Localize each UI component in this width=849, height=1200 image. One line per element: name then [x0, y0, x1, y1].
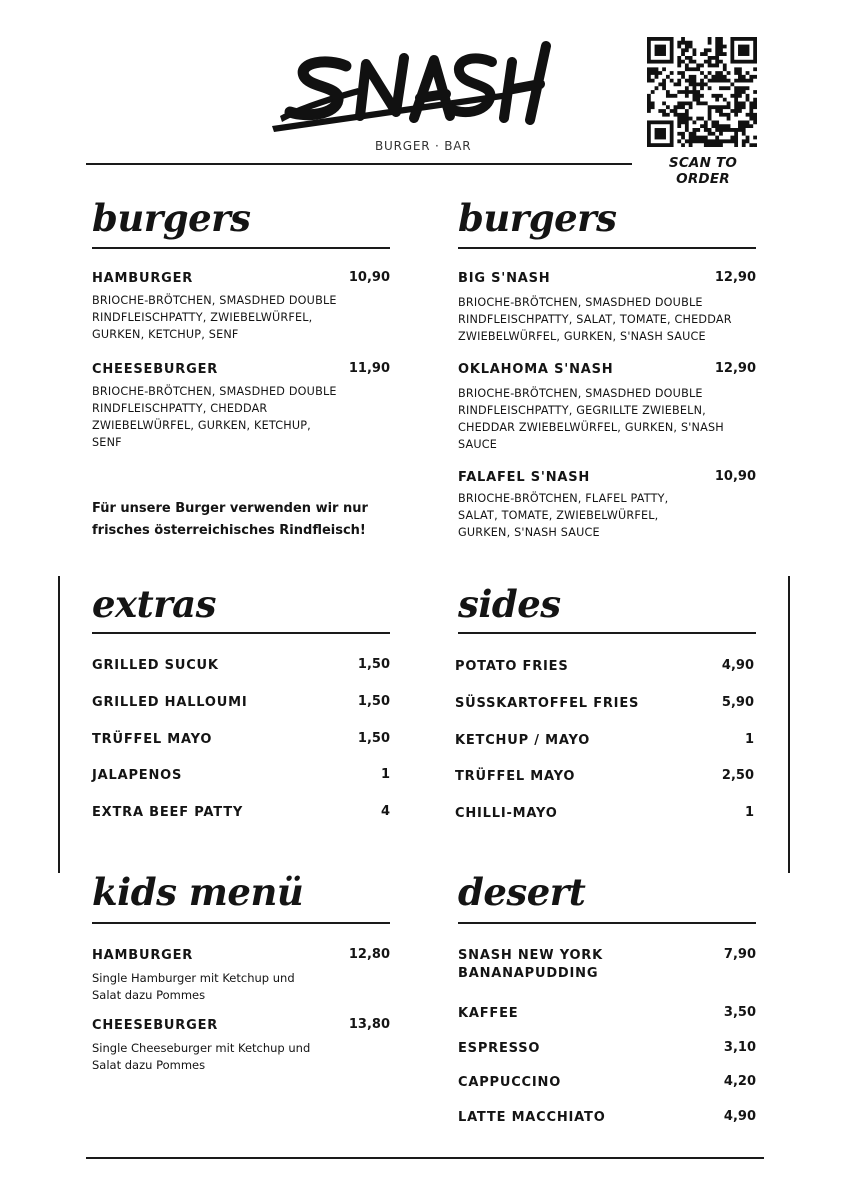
extra-item-name: GRILLED HALLOUMI [92, 695, 248, 710]
kids-item-description: Single Cheeseburger mit Ketchup und Salat dazu Pommes [92, 1041, 311, 1072]
side-item-name: POTATO FRIES [455, 659, 569, 674]
menu-item-name: OKLAHOMA S'NASH [458, 362, 614, 377]
frame-line-right [788, 576, 790, 873]
beef-origin-note: Für unsere Burger verwenden wir nur frisches österreichisches Rindfleisch! [92, 501, 368, 538]
desert-item-price: 3,10 [723, 1040, 756, 1055]
extra-item-name: JALAPENOS [92, 768, 183, 783]
menu-item-description: BRIOCHE-BRÖTCHEN, SMASDHED DOUBLE RINDFLEISCHPATTY, CHEDDAR ZWIEBELWÜRFEL, GURKEN, KETCHUP, SENF [92, 385, 337, 449]
desert-item-name: LATTE MACCHIATO [458, 1110, 606, 1125]
menu-item-description: BRIOCHE-BRÖTCHEN, SMASDHED DOUBLE RINDFLEISCHPATTY, SALAT, TOMATE, CHEDDAR ZWIEBELWÜRFEL, GURKEN, S'NASH SAUCE [458, 296, 732, 343]
tagline: BURGER · BAR [375, 139, 472, 153]
side-item-price: 5,90 [721, 695, 754, 710]
menu-item-name: HAMBURGER [92, 271, 194, 286]
menu-item-name: BIG S'NASH [458, 271, 551, 286]
section-title-extras: extras [92, 582, 216, 626]
menu-item-price: 10,90 [348, 270, 390, 285]
header-divider [86, 163, 632, 165]
side-item-name: CHILLI-MAYO [455, 806, 558, 821]
frame-line-left [58, 576, 60, 873]
qr-code-icon[interactable] [647, 37, 757, 147]
section-divider [92, 922, 390, 924]
side-item-price: 4,90 [721, 658, 754, 673]
footer-divider [86, 1157, 764, 1159]
side-item-price: 2,50 [721, 768, 754, 783]
desert-item-name: ESPRESSO [458, 1041, 541, 1056]
section-divider [458, 247, 756, 249]
menu-item-name: CHEESEBURGER [92, 362, 219, 377]
section-title-burgers-right: burgers [458, 196, 617, 240]
section-divider [458, 632, 756, 634]
side-item-name: KETCHUP / MAYO [455, 733, 591, 748]
section-title-desert: desert [458, 870, 586, 914]
extra-item-name: TRÜFFEL MAYO [92, 732, 213, 747]
scan-to-order-label: SCAN TO ORDER [668, 155, 738, 187]
snash-logo [268, 36, 558, 136]
desert-item-name: KAFFEE [458, 1006, 519, 1021]
extra-item-price: 1,50 [357, 694, 390, 709]
extra-item-price: 1,50 [357, 657, 390, 672]
side-item-price: 1 [744, 805, 754, 820]
desert-item-price: 3,50 [723, 1005, 756, 1020]
desert-item-price: 7,90 [723, 947, 756, 962]
menu-item-price: 12,90 [714, 361, 756, 376]
section-divider [92, 632, 390, 634]
side-item-price: 1 [744, 732, 754, 747]
desert-item-name: CAPPUCCINO [458, 1075, 562, 1090]
menu-item-price: 10,90 [714, 469, 756, 484]
side-item-name: SÜSSKARTOFFEL FRIES [455, 696, 640, 711]
desert-item-price: 4,20 [723, 1074, 756, 1089]
desert-item-name: SNASH NEW YORK BANANAPUDDING [458, 948, 603, 981]
kids-item-price: 13,80 [348, 1017, 390, 1032]
section-title-burgers-left: burgers [92, 196, 251, 240]
extra-item-name: GRILLED SUCUK [92, 658, 219, 673]
section-title-sides: sides [458, 582, 561, 626]
section-divider [458, 922, 756, 924]
menu-item-description: BRIOCHE-BRÖTCHEN, FLAFEL PATTY, SALAT, TOMATE, ZWIEBELWÜRFEL, GURKEN, S'NASH SAUCE [458, 492, 669, 539]
extra-item-price: 1,50 [357, 731, 390, 746]
menu-item-description: BRIOCHE-BRÖTCHEN, SMASDHED DOUBLE RINDFLEISCHPATTY, ZWIEBELWÜRFEL, GURKEN, KETCHUP, SENF [92, 294, 337, 341]
kids-item-price: 12,80 [348, 947, 390, 962]
section-title-kids-menu: kids menü [92, 870, 304, 914]
menu-item-price: 12,90 [714, 270, 756, 285]
desert-item-price: 4,90 [723, 1109, 756, 1124]
kids-item-name: HAMBURGER [92, 948, 194, 963]
section-divider [92, 247, 390, 249]
extra-item-price: 1 [380, 767, 390, 782]
side-item-name: TRÜFFEL MAYO [455, 769, 576, 784]
extra-item-price: 4 [380, 804, 390, 819]
kids-item-name: CHEESEBURGER [92, 1018, 219, 1033]
menu-item-price: 11,90 [348, 361, 390, 376]
menu-item-name: FALAFEL S'NASH [458, 470, 591, 485]
extra-item-name: EXTRA BEEF PATTY [92, 805, 244, 820]
kids-item-description: Single Hamburger mit Ketchup und Salat dazu Pommes [92, 971, 295, 1002]
menu-item-description: BRIOCHE-BRÖTCHEN, SMASDHED DOUBLE RINDFLEISCHPATTY, GEGRILLTE ZWIEBELN, CHEDDAR ZWIEBELWÜRFEL, GURKEN, S'NASH SAUCE [458, 387, 724, 451]
